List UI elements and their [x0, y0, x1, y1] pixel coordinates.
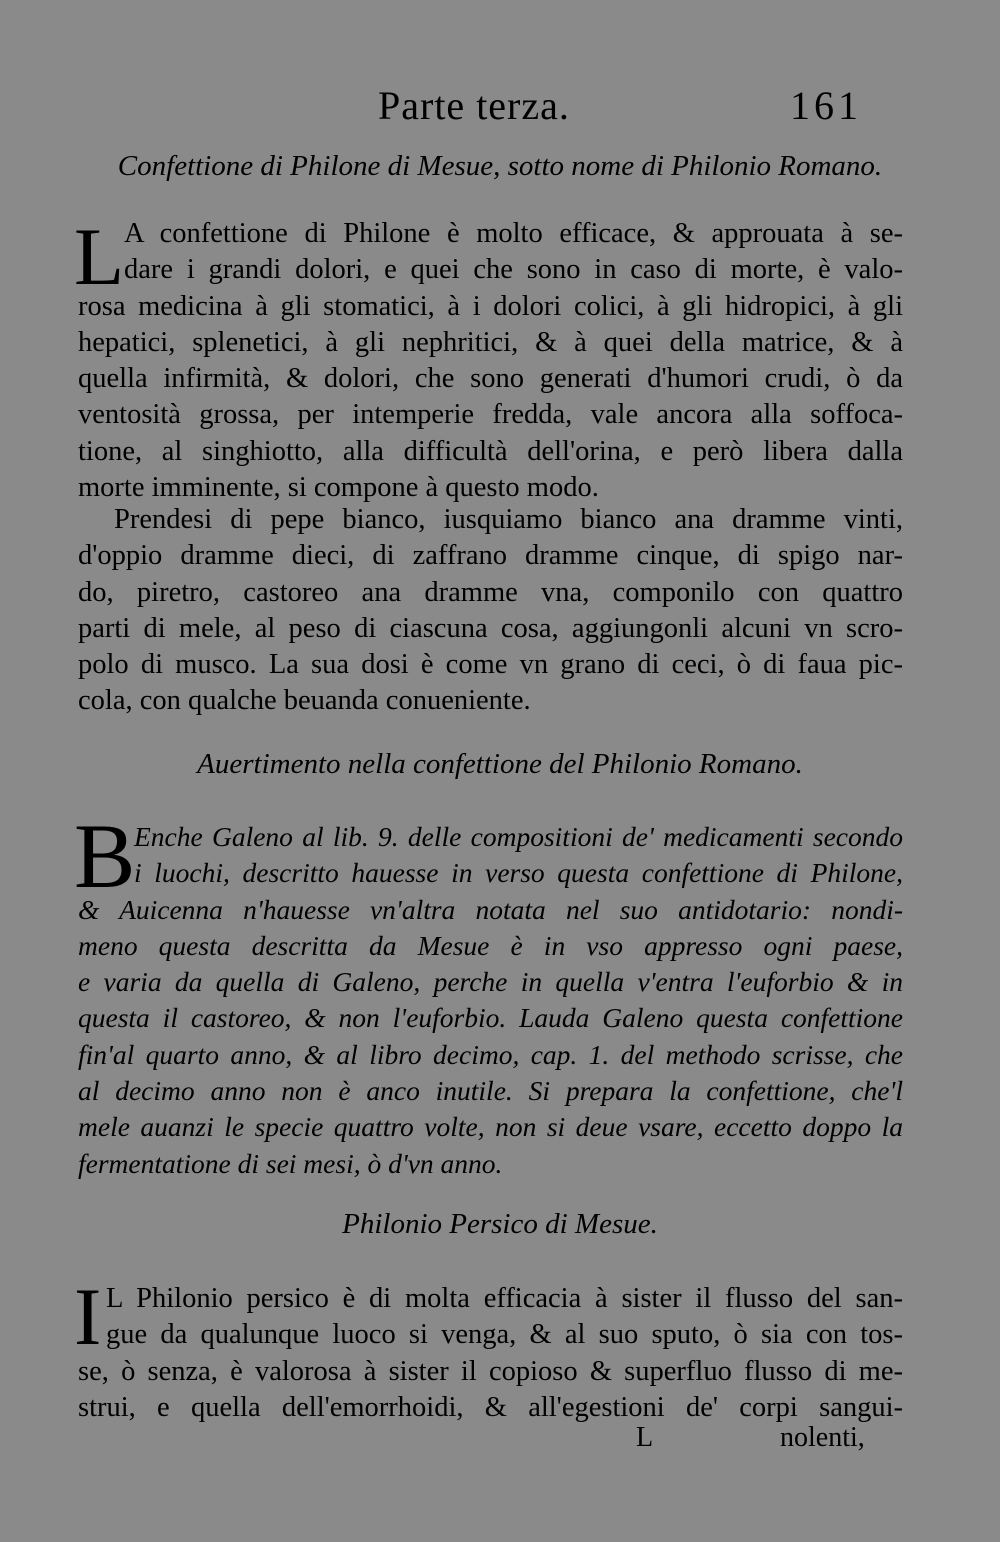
text-line: polo di musco. La sua dosi è come vn grano di ceci, ò di faua pic-	[78, 649, 903, 681]
text-line: & Auicenna n'hauesse vn'altra notata nel suo antidotario: nondi-	[78, 893, 903, 925]
section-heading-auertimento: Auertimento nella confettione del Philonio Romano.	[197, 748, 803, 780]
text-line: cola, con qualche beuanda conueniente.	[78, 685, 531, 717]
text-line: fin'al quarto anno, & al libro decimo, cap. 1. del methodo scrisse, che	[78, 1038, 903, 1070]
text-line: e varia da quella di Galeno, perche in quella v'entra l'euforbio & in	[78, 966, 903, 998]
page-number: 161	[790, 83, 862, 128]
text-line: al decimo anno non è anco inutile. Si prepara la confettione, che'l	[78, 1075, 903, 1107]
text-line: mele auanzi le specie quattro volte, non si deue vsare, eccetto doppo la	[78, 1111, 903, 1143]
text-line: A confettione di Philone è molto efficace, & approuata à se-	[124, 218, 903, 249]
text-line: fermentatione di sei mesi, ò d'vn anno.	[78, 1147, 503, 1179]
signature-mark: L	[636, 1422, 654, 1453]
section-heading-confettione: Confettione di Philone di Mesue, sotto nome di Philonio Romano.	[117, 150, 883, 182]
text-line: do, piretro, castoreo ana dramme vna, componilo con quattro	[78, 576, 903, 608]
text-line: i luochi, descritto hauesse in verso questa confettione di Philone,	[134, 857, 903, 889]
text-line: hepatici, splenetici, à gli nephritici, & à quei della matrice, & à	[78, 326, 903, 358]
text-line: strui, e quella dell'emorrhoidi, & all'egestioni de' corpi sangui-	[78, 1391, 903, 1423]
text-line: morte imminente, si compone à questo modo.	[78, 472, 599, 504]
text-line: questa il castoreo, & non l'euforbio. Lauda Galeno questa confettione	[78, 1002, 903, 1034]
paragraph-confettione-recipe	[78, 502, 903, 720]
text-line: Prendesi di pepe bianco, iusquiamo bianco ana dramme vinti,	[114, 504, 903, 535]
text-line: L Philonio persico è di molta efficacia à sister il flusso del san-	[106, 1283, 903, 1314]
section-heading-philonio-persico: Philonio Persico di Mesue.	[342, 1208, 658, 1240]
text-line: d'oppio dramme dieci, di zaffrano dramme cinque, di spigo nar-	[78, 540, 903, 572]
text-line: gue da qualunque luoco si venga, & al suo sputo, ò sia con tos-	[106, 1319, 903, 1351]
text-line: meno questa descritta da Mesue è in vso appresso ogni paese,	[78, 929, 903, 961]
text-line: se, ò senza, è valorosa à sister il copioso & superfluo flusso di me-	[78, 1355, 903, 1387]
text-line: parti di mele, al peso di ciascuna cosa, aggiungonli alcuni vn scro-	[78, 612, 903, 644]
text-line: dare i grandi dolori, e quei che sono in caso di morte, è valo-	[124, 254, 903, 286]
text-line: quella infirmità, & dolori, che sono generati d'humori crudi, ò da	[78, 363, 903, 395]
paragraph-confettione-intro	[78, 216, 903, 506]
paragraph-auertimento	[78, 819, 903, 1182]
text-line: ventosità grossa, per intemperie fredda, vale ancora alla soffoca-	[78, 399, 903, 431]
drop-capital-i: I	[74, 1271, 102, 1362]
catchword: nolenti,	[780, 1422, 865, 1453]
text-line: tione, al singhiotto, alla difficultà dell'orina, e però libera dalla	[78, 435, 903, 467]
paragraph-philonio-persico	[78, 1281, 903, 1426]
drop-capital-l: L	[74, 211, 125, 302]
text-line: Enche Galeno al lib. 9. delle compositioni de' medicamenti secondo	[134, 821, 903, 852]
text-line: rosa medicina à gli stomatici, à i dolori colici, à gli hidropici, à gli	[78, 290, 903, 322]
drop-capital-b: B	[74, 805, 136, 907]
running-head: Parte terza.	[378, 83, 570, 128]
